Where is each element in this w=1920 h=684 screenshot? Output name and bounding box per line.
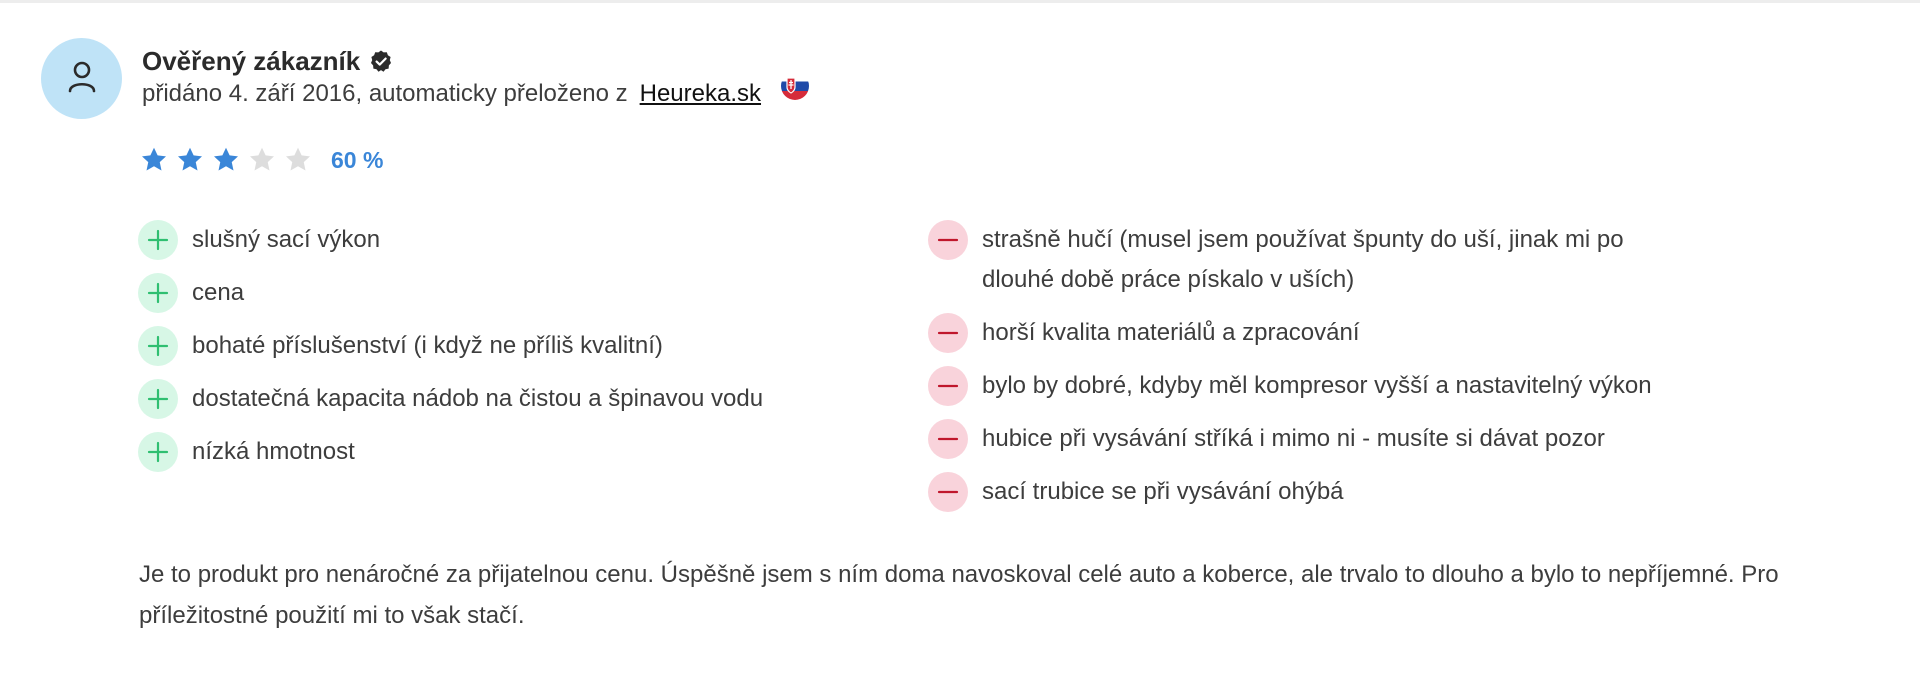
pro-text: bohaté příslušenství (i když ne příliš kvalitní) bbox=[192, 332, 663, 359]
plus-icon bbox=[138, 273, 178, 313]
pro-item bbox=[138, 273, 898, 313]
star-icon bbox=[139, 145, 169, 175]
pro-item bbox=[138, 326, 898, 366]
author-name: Ověřený zákazník bbox=[142, 46, 361, 76]
pro-item bbox=[138, 432, 898, 472]
review-text: Je to produkt pro nenáročné za přijatelnou cenu. Úspěšně jsem s ním doma navoskoval celé auto a koberce, ale trvalo to dlouho a bylo to nepříjemné. Pro příležitostné použití mi to však stačí. bbox=[139, 561, 1779, 629]
slovak-flag-icon bbox=[781, 72, 809, 100]
con-text: hubice při vysávání stříká i mimo ni - musíte si dávat pozor bbox=[982, 425, 1605, 452]
con-item bbox=[928, 313, 1728, 353]
minus-icon bbox=[928, 419, 968, 459]
plus-icon bbox=[138, 432, 178, 472]
minus-icon bbox=[928, 220, 968, 260]
con-item bbox=[928, 220, 1728, 300]
star-empty-icon bbox=[247, 145, 277, 175]
verified-check-icon bbox=[368, 49, 394, 75]
author-row bbox=[142, 46, 394, 77]
user-icon bbox=[65, 59, 99, 98]
minus-icon bbox=[928, 366, 968, 406]
minus-icon bbox=[928, 313, 968, 353]
con-text: bylo by dobré, kdyby měl kompresor vyšší a nastavitelný výkon bbox=[982, 372, 1652, 399]
pro-text: nízká hmotnost bbox=[192, 438, 355, 465]
star-rating bbox=[139, 145, 383, 175]
review-date-text: přidáno 4. září 2016, automaticky přeloženo z bbox=[142, 80, 628, 107]
pro-text: slušný sací výkon bbox=[192, 226, 381, 253]
review-meta bbox=[142, 80, 809, 108]
star-empty-icon bbox=[283, 145, 313, 175]
plus-icon bbox=[138, 326, 178, 366]
cons-list bbox=[928, 220, 1728, 525]
pros-list bbox=[138, 220, 898, 485]
star-icon bbox=[211, 145, 241, 175]
con-text: strašně hučí (musel jsem používat špunty do uší, jinak mi po dlouhé době práce pískalo v uších) bbox=[982, 226, 1624, 293]
con-item bbox=[928, 472, 1728, 512]
plus-icon bbox=[138, 220, 178, 260]
pro-text: cena bbox=[192, 279, 245, 306]
con-item bbox=[928, 366, 1728, 406]
con-text: sací trubice se při vysávání ohýbá bbox=[982, 478, 1344, 505]
pro-text: dostatečná kapacita nádob na čistou a špinavou vodu bbox=[192, 385, 764, 412]
rating-percent: 60 % bbox=[331, 146, 384, 173]
minus-icon bbox=[928, 472, 968, 512]
pro-item bbox=[138, 220, 898, 260]
star-icon bbox=[175, 145, 205, 175]
avatar bbox=[41, 38, 122, 119]
con-text: horší kvalita materiálů a zpracování bbox=[982, 319, 1360, 346]
pro-item bbox=[138, 379, 898, 419]
plus-icon bbox=[138, 379, 178, 419]
con-item bbox=[928, 419, 1728, 459]
source-link[interactable]: Heureka.sk bbox=[639, 80, 762, 107]
